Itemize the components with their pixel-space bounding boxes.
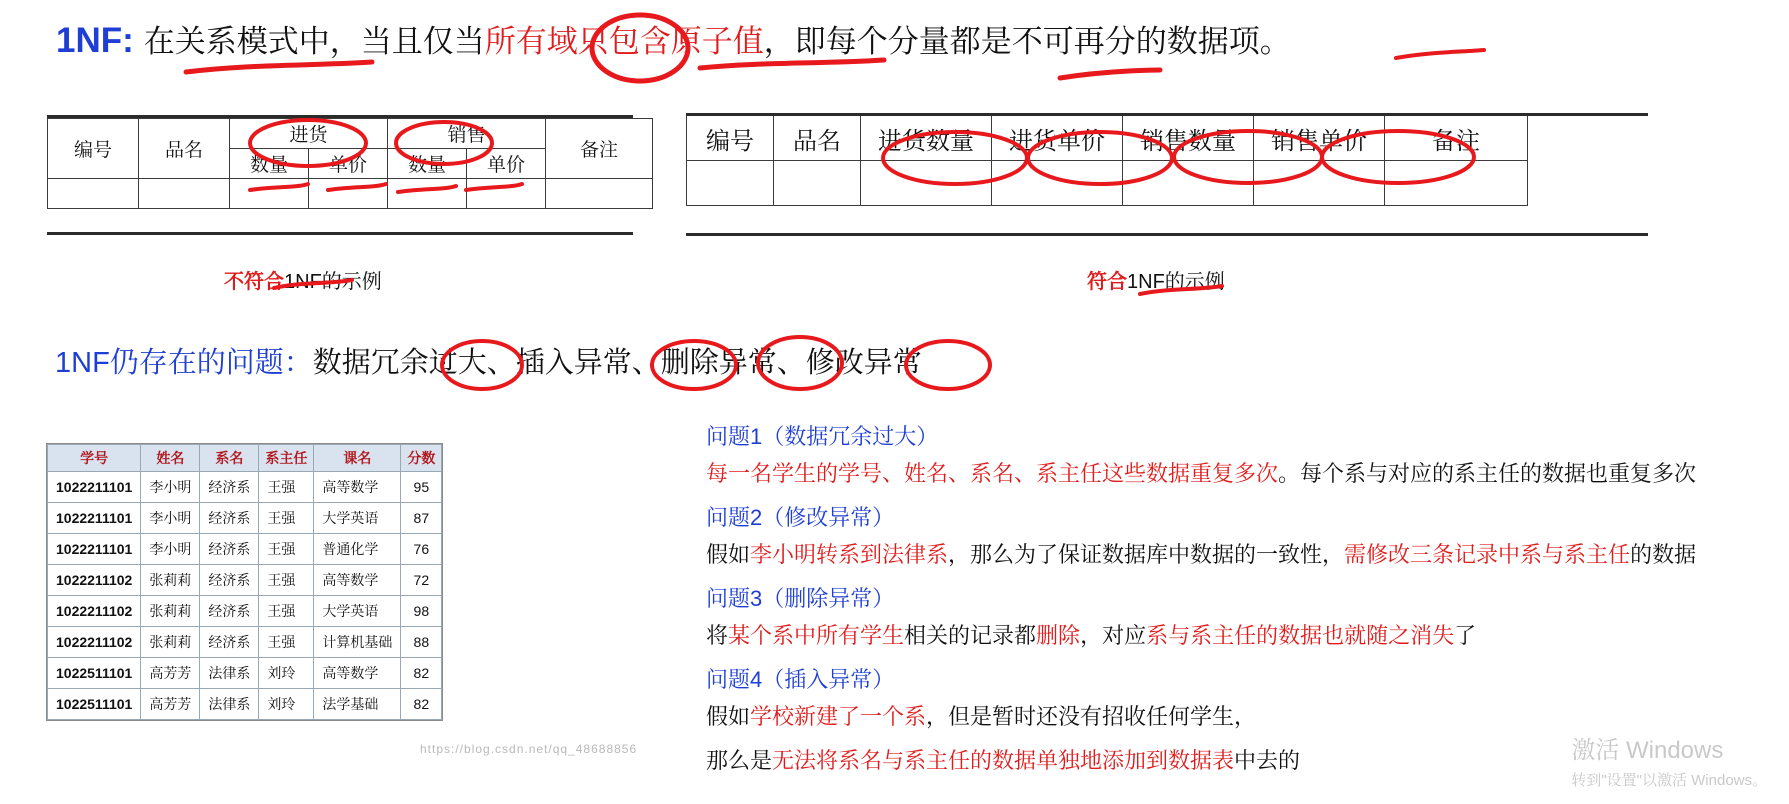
page-title xyxy=(56,16,1291,61)
cell-score: 72 xyxy=(401,565,442,596)
cell-dept: 法律系 xyxy=(200,689,259,720)
cell-name: 高芳芳 xyxy=(141,689,200,720)
col-score: 分数 xyxy=(401,445,442,472)
cell-name: 张莉莉 xyxy=(141,565,200,596)
cell-score: 95 xyxy=(401,472,442,503)
non-1nf-table-baseline xyxy=(47,232,633,235)
cell-empty xyxy=(230,179,309,209)
note-title-2: 问题2（修改异常） xyxy=(706,505,895,530)
caption-non-1nf-rest: 1NF的示例 xyxy=(284,271,382,293)
note-4-seg-2: 学校新建了一个系 xyxy=(750,704,927,729)
table-row xyxy=(48,179,653,209)
note-5-seg-2: 无法将系名与系主任的数据单独地添加到数据表 xyxy=(772,748,1235,773)
cell-student-id: 1022211102 xyxy=(48,627,141,658)
cell-dept-head: 王强 xyxy=(259,565,314,596)
col-name: 姓名 xyxy=(141,445,200,472)
cell-empty xyxy=(467,179,546,209)
note-5-seg-3: 中去的 xyxy=(1234,748,1301,773)
cell-remark: 备注 xyxy=(546,119,653,179)
cell-course: 高等数学 xyxy=(314,658,401,689)
cell-empty xyxy=(139,179,230,209)
note-3-seg-2: 某个系中所有学生 xyxy=(728,623,905,648)
cell-student-id: 1022211102 xyxy=(48,596,141,627)
cell-course: 计算机基础 xyxy=(314,627,401,658)
heading-black-part: 数据冗余过大、插入异常、删除异常、修改异常 xyxy=(312,347,922,379)
note-2-seg-4: 需修改三条记录中系与系主任 xyxy=(1344,542,1631,567)
cell-student-id: 1022211101 xyxy=(48,472,141,503)
cell-remark: 备注 xyxy=(1385,116,1528,161)
windows-activation-watermark xyxy=(1571,730,1767,790)
cell-course: 普通化学 xyxy=(314,534,401,565)
cell-name: 李小明 xyxy=(141,534,200,565)
cell-student-id: 1022211101 xyxy=(48,534,141,565)
cell-empty xyxy=(1254,161,1385,206)
cell-purchase-price: 进货单价 xyxy=(992,116,1123,161)
cell-sales-price: 单价 xyxy=(467,149,546,179)
cell-sales-price: 销售单价 xyxy=(1254,116,1385,161)
cell-name: 高芳芳 xyxy=(141,658,200,689)
col-dept: 系名 xyxy=(200,445,259,472)
cell-name: 品名 xyxy=(139,119,230,179)
watermark-line1: 激活 Windows xyxy=(1571,737,1724,764)
title-sentence xyxy=(144,16,1291,61)
table-head xyxy=(48,445,442,472)
note-title-3: 问题3（删除异常） xyxy=(706,586,895,611)
table-row xyxy=(48,627,442,658)
cell-sales: 销售 xyxy=(388,119,546,149)
cell-name: 品名 xyxy=(774,116,861,161)
cell-score: 82 xyxy=(401,658,442,689)
caption-1nf-red: 符合 xyxy=(1087,271,1127,293)
cell-score: 82 xyxy=(401,689,442,720)
cell-course: 法学基础 xyxy=(314,689,401,720)
note-3-seg-4: 删除 xyxy=(1036,623,1081,648)
table-header-row xyxy=(48,445,442,472)
cell-score: 88 xyxy=(401,627,442,658)
note-2-seg-2: 李小明转系到法律系 xyxy=(750,542,949,567)
good-1nf-table xyxy=(686,115,1528,206)
cell-student-id: 1022211102 xyxy=(48,565,141,596)
table-row xyxy=(48,472,442,503)
table-row xyxy=(48,534,442,565)
cell-name: 张莉莉 xyxy=(141,596,200,627)
cell-purchase-qty: 进货数量 xyxy=(861,116,992,161)
good-1nf-table-topline xyxy=(686,113,1648,116)
cell-student-id: 1022211101 xyxy=(48,503,141,534)
blog-watermark: https://blog.csdn.net/qq_48688856 xyxy=(420,742,638,756)
cell-score: 76 xyxy=(401,534,442,565)
note-3-seg-5: ，对应 xyxy=(1080,623,1147,648)
cell-empty xyxy=(309,179,388,209)
cell-name: 张莉莉 xyxy=(141,627,200,658)
table-row xyxy=(48,119,653,149)
cell-name: 李小明 xyxy=(141,472,200,503)
cell-dept: 经济系 xyxy=(200,596,259,627)
cell-empty xyxy=(992,161,1123,206)
cell-empty xyxy=(546,179,653,209)
note-3-seg-6: 系与系主任的数据也就随之消失 xyxy=(1146,623,1455,648)
cell-course: 高等数学 xyxy=(314,565,401,596)
table-row xyxy=(48,596,442,627)
cell-score: 87 xyxy=(401,503,442,534)
note-4-seg-1: 假如 xyxy=(706,704,751,729)
title-highlight: 所有域只包含原子值 xyxy=(484,24,764,59)
cell-id: 编号 xyxy=(687,116,774,161)
title-before: 在关系模式中，当且仅当 xyxy=(143,24,485,59)
cell-sales-qty: 销售数量 xyxy=(1123,116,1254,161)
cell-dept-head: 王强 xyxy=(259,596,314,627)
col-student-id: 学号 xyxy=(48,445,141,472)
cell-empty xyxy=(774,161,861,206)
cell-dept-head: 王强 xyxy=(259,534,314,565)
note-body-3 xyxy=(706,619,1789,650)
cell-sales-qty: 数量 xyxy=(388,149,467,179)
caption-1nf-rest: 1NF的示例 xyxy=(1127,271,1225,293)
cell-dept: 经济系 xyxy=(200,627,259,658)
cell-course: 大学英语 xyxy=(314,596,401,627)
title-1nf-label: 1NF: xyxy=(56,21,134,60)
heading-1nf-problems xyxy=(55,340,922,381)
table-body xyxy=(48,472,442,720)
non-1nf-table-topline xyxy=(47,115,633,118)
cell-dept: 经济系 xyxy=(200,565,259,596)
cell-name: 李小明 xyxy=(141,503,200,534)
note-2-seg-3: ，那么为了保证数据库中数据的一致性， xyxy=(948,542,1345,567)
note-1-seg-1: 每一名学生的学号、姓名、系名、系主任这些数据重复多次 xyxy=(706,461,1279,486)
cell-empty xyxy=(1123,161,1254,206)
good-1nf-table-baseline xyxy=(686,233,1648,236)
cell-dept-head: 王强 xyxy=(259,503,314,534)
title-after: ，即每个分量都是不可再分的数据项。 xyxy=(763,24,1291,59)
note-1-seg-2: 。每个系与对应的系主任的数据也重复多次 xyxy=(1278,461,1697,486)
cell-student-id: 1022511101 xyxy=(48,658,141,689)
non-1nf-table xyxy=(47,118,653,209)
cell-empty xyxy=(48,179,139,209)
note-3-seg-7: 了 xyxy=(1454,623,1477,648)
col-course: 课名 xyxy=(314,445,401,472)
cell-id: 编号 xyxy=(48,119,139,179)
cell-dept: 经济系 xyxy=(200,503,259,534)
caption-non-1nf-red: 不符合 xyxy=(224,271,284,293)
cell-dept-head: 刘玲 xyxy=(259,658,314,689)
caption-1nf xyxy=(1087,265,1225,294)
cell-empty xyxy=(861,161,992,206)
cell-score: 98 xyxy=(401,596,442,627)
cell-course: 大学英语 xyxy=(314,503,401,534)
heading-blue-part: 1NF仍存在的问题： xyxy=(55,347,313,379)
table-row xyxy=(48,503,442,534)
note-body-4 xyxy=(706,700,1789,731)
cell-empty xyxy=(1385,161,1528,206)
cell-empty xyxy=(388,179,467,209)
note-2-seg-1: 假如 xyxy=(706,542,751,567)
student-score-table xyxy=(47,444,442,720)
watermark-line2: 转到"设置"以激活 Windows。 xyxy=(1571,772,1767,789)
cell-purchase-qty: 数量 xyxy=(230,149,309,179)
cell-dept-head: 王强 xyxy=(259,472,314,503)
cell-dept: 法律系 xyxy=(200,658,259,689)
note-5-seg-1: 那么是 xyxy=(706,748,773,773)
cell-course: 高等数学 xyxy=(314,472,401,503)
cell-dept: 经济系 xyxy=(200,534,259,565)
note-4-seg-3: ，但是暂时还没有招收任何学生， xyxy=(926,704,1257,729)
table-row xyxy=(48,689,442,720)
note-body-2 xyxy=(706,538,1789,569)
note-title-4: 问题4（插入异常） xyxy=(706,667,895,692)
table-row xyxy=(687,116,1528,161)
cell-dept-head: 王强 xyxy=(259,627,314,658)
cell-purchase-price: 单价 xyxy=(309,149,388,179)
cell-student-id: 1022511101 xyxy=(48,689,141,720)
cell-purchase: 进货 xyxy=(230,119,388,149)
note-3-seg-1: 将 xyxy=(706,623,729,648)
col-dept-head: 系主任 xyxy=(259,445,314,472)
note-2-seg-5: 的数据 xyxy=(1630,542,1697,567)
table-row xyxy=(48,565,442,596)
note-title-1: 问题1（数据冗余过大） xyxy=(706,424,939,449)
caption-non-1nf xyxy=(224,265,382,294)
note-body-1 xyxy=(706,457,1789,488)
cell-dept-head: 刘玲 xyxy=(259,689,314,720)
note-3-seg-3: 相关的记录都 xyxy=(904,623,1037,648)
table-row xyxy=(687,161,1528,206)
cell-dept: 经济系 xyxy=(200,472,259,503)
cell-empty xyxy=(687,161,774,206)
table-row xyxy=(48,658,442,689)
